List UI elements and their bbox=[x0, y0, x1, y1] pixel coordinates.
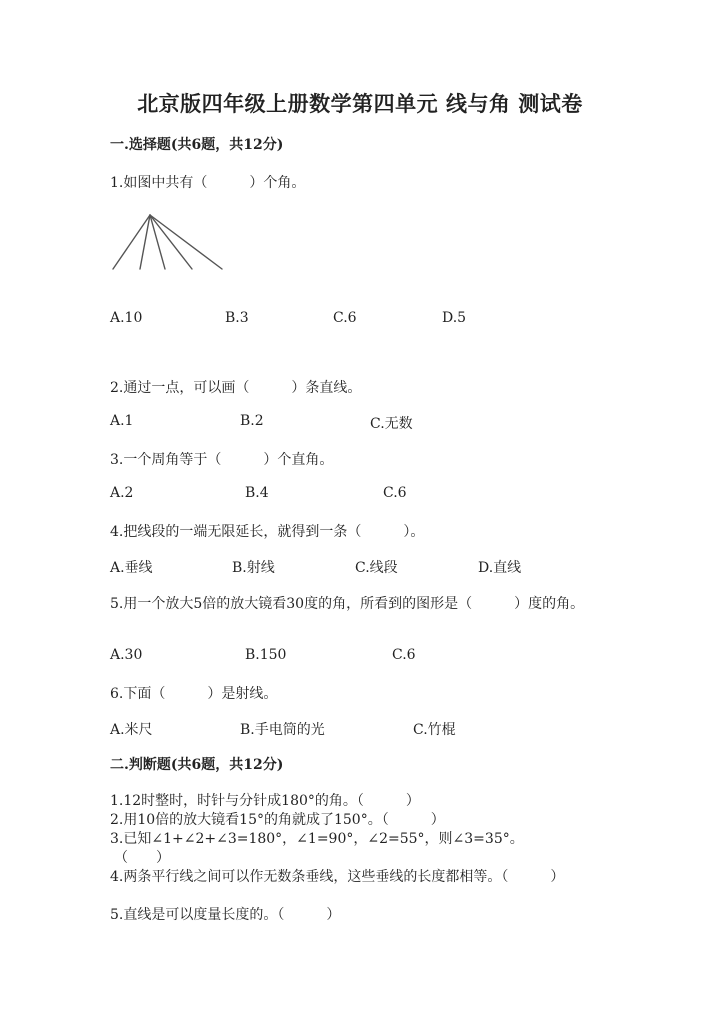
page-title: 北京版四年级上册数学第四单元 线与角 测试卷 bbox=[137, 91, 583, 116]
q6-option-c: C.竹棍 bbox=[413, 722, 456, 738]
ray-3 bbox=[150, 215, 165, 269]
q1-option-b: B.3 bbox=[225, 310, 249, 326]
q3-option-b: B.4 bbox=[245, 485, 269, 501]
judge-item-4: 4.两条平行线之间可以作无数条垂线，这些垂线的长度都相等。（ ） bbox=[110, 869, 565, 885]
question-5: 5.用一个放大5倍的放大镜看30度的角，所看到的图形是（ ）度的角。 bbox=[110, 596, 585, 612]
angle-figure bbox=[110, 212, 230, 274]
q5-option-b: B.150 bbox=[245, 647, 287, 663]
q2-option-b: B.2 bbox=[240, 413, 264, 429]
q4-option-c: C.线段 bbox=[355, 560, 398, 576]
question-1: 1.如图中共有（ ）个角。 bbox=[110, 175, 306, 191]
question-4: 4.把线段的一端无限延长，就得到一条（ ）。 bbox=[110, 524, 425, 540]
q4-option-d: D.直线 bbox=[478, 560, 522, 576]
judge-item-1: 1.12时整时，时针与分针成180°的角。（ ） bbox=[110, 793, 420, 809]
judge-item-3: 3.已知∠1+∠2+∠3=180°，∠1=90°，∠2=55°，则∠3=35°。 bbox=[110, 831, 524, 847]
q4-option-b: B.射线 bbox=[232, 560, 275, 576]
q6-option-a: A.米尺 bbox=[110, 722, 153, 738]
q2-option-c: C.无数 bbox=[370, 416, 413, 432]
q6-option-b: B.手电筒的光 bbox=[240, 722, 325, 738]
judge-item-3-blank: （ ） bbox=[114, 850, 170, 866]
q1-option-a: A.10 bbox=[110, 310, 143, 326]
judge-item-5: 5.直线是可以度量长度的。（ ） bbox=[110, 907, 341, 923]
q5-option-a: A.30 bbox=[110, 647, 143, 663]
section-heading-choice: 一.选择题(共6题，共12分) bbox=[110, 137, 284, 153]
judge-item-2: 2.用10倍的放大镜看15°的角就成了150°。（ ） bbox=[110, 812, 445, 828]
section-heading-judge: 二.判断题(共6题，共12分) bbox=[110, 757, 284, 773]
question-2: 2.通过一点，可以画（ ）条直线。 bbox=[110, 380, 362, 396]
q1-option-d: D.5 bbox=[442, 310, 467, 326]
q3-option-c: C.6 bbox=[383, 485, 407, 501]
q4-option-a: A.垂线 bbox=[110, 560, 153, 576]
q2-option-a: A.1 bbox=[110, 413, 134, 429]
q1-option-c: C.6 bbox=[333, 310, 357, 326]
question-3: 3.一个周角等于（ ）个直角。 bbox=[110, 452, 334, 468]
q3-option-a: A.2 bbox=[110, 485, 134, 501]
question-6: 6.下面（ ）是射线。 bbox=[110, 686, 278, 702]
q5-option-c: C.6 bbox=[392, 647, 416, 663]
